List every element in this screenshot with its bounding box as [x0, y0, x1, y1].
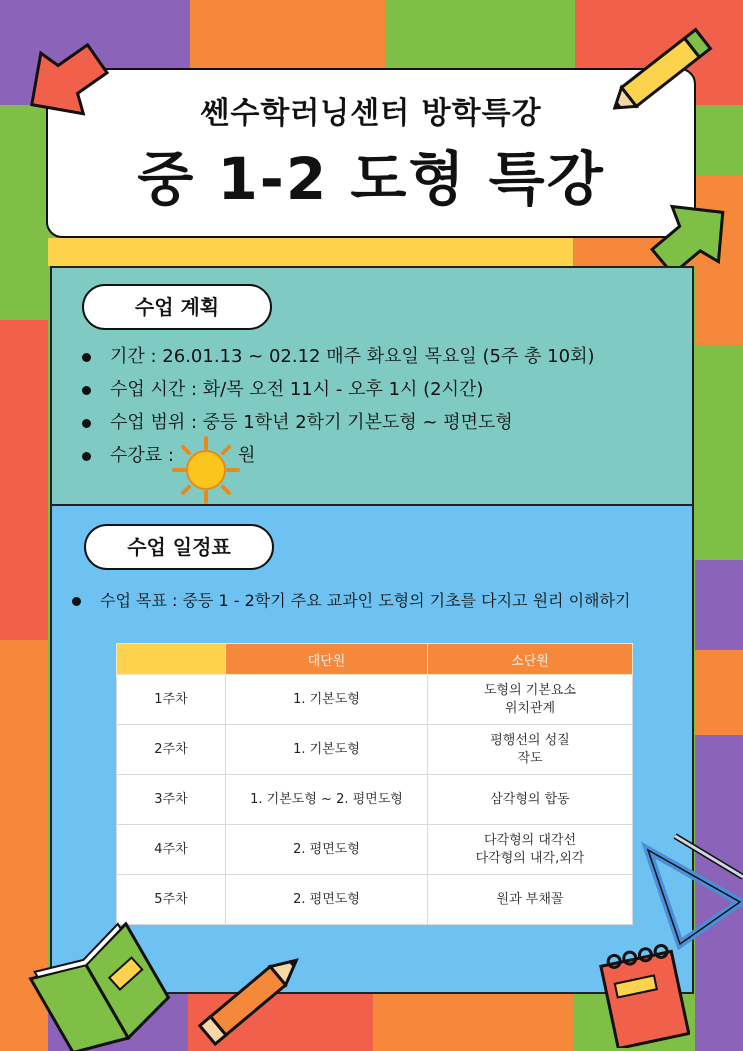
week-cell: 5주차 [117, 875, 226, 925]
subunit-cell: 평행선의 성질 작도 [428, 725, 633, 775]
goal-text: 수업 목표 : 중등 1 - 2학기 주요 교과인 도형의 기초를 다지고 원리 이해하기 [72, 586, 630, 619]
triangle-ruler-icon [640, 832, 743, 950]
list-item: 수업 시간 : 화/목 오전 11시 - 오후 1시 (2시간) [82, 375, 595, 408]
table-row [117, 675, 633, 725]
plan-list [82, 342, 595, 474]
subunit-cell: 다각형의 대각선 다각형의 내각,외각 [428, 825, 633, 875]
notepad-icon [598, 940, 690, 1048]
unit-cell: 1. 기본도형 ~ 2. 평면도형 [226, 775, 428, 825]
bg-tile [695, 345, 743, 560]
subunit-cell: 도형의 기본요소 위치관계 [428, 675, 633, 725]
table-row [117, 775, 633, 825]
unit-cell: 1. 기본도형 [226, 675, 428, 725]
table-row [117, 825, 633, 875]
table-row [117, 725, 633, 775]
bg-tile [0, 105, 48, 320]
page-subtitle: 쎈수학러닝센터 방학특강 [200, 96, 542, 131]
bg-tile [385, 0, 575, 70]
bg-tile [695, 560, 743, 650]
subunit-cell: 삼각형의 합동 [428, 775, 633, 825]
table-header-row [117, 644, 633, 675]
week-cell: 3주차 [117, 775, 226, 825]
bg-tile [695, 650, 743, 735]
column-header [117, 644, 226, 675]
sun-icon [170, 436, 242, 504]
unit-cell: 1. 기본도형 [226, 725, 428, 775]
plan-heading: 수업 계획 [82, 284, 272, 330]
bg-tile [373, 994, 573, 1051]
fee-label: 수강료 : [110, 445, 174, 466]
book-icon [18, 905, 183, 1051]
list-item [82, 441, 595, 474]
table-row [117, 875, 633, 925]
title-card [46, 68, 696, 238]
arrow-icon [20, 35, 115, 120]
week-cell: 2주차 [117, 725, 226, 775]
unit-cell: 2. 평면도형 [226, 875, 428, 925]
column-header: 소단원 [428, 644, 633, 675]
bg-tile [48, 238, 573, 266]
page-title: 중 1-2 도형 특강 [137, 145, 605, 213]
unit-cell: 2. 평면도형 [226, 825, 428, 875]
column-header: 대단원 [226, 644, 428, 675]
pencil-icon [600, 12, 730, 127]
list-item: 수업 범위 : 중등 1학년 2학기 기본도형 ~ 평면도형 [82, 408, 595, 441]
week-cell: 4주차 [117, 825, 226, 875]
subunit-cell: 원과 부채꼴 [428, 875, 633, 925]
bg-tile [190, 0, 385, 70]
pencil-icon [185, 935, 325, 1051]
goal-list [72, 586, 630, 619]
list-item: 기간 : 26.01.13 ~ 02.12 매주 화요일 목요일 (5주 총 10회) [82, 342, 595, 375]
schedule-table [116, 643, 633, 925]
fee-value: 원 [237, 445, 256, 466]
bg-tile [0, 320, 48, 640]
schedule-heading: 수업 일정표 [84, 524, 274, 570]
week-cell: 1주차 [117, 675, 226, 725]
